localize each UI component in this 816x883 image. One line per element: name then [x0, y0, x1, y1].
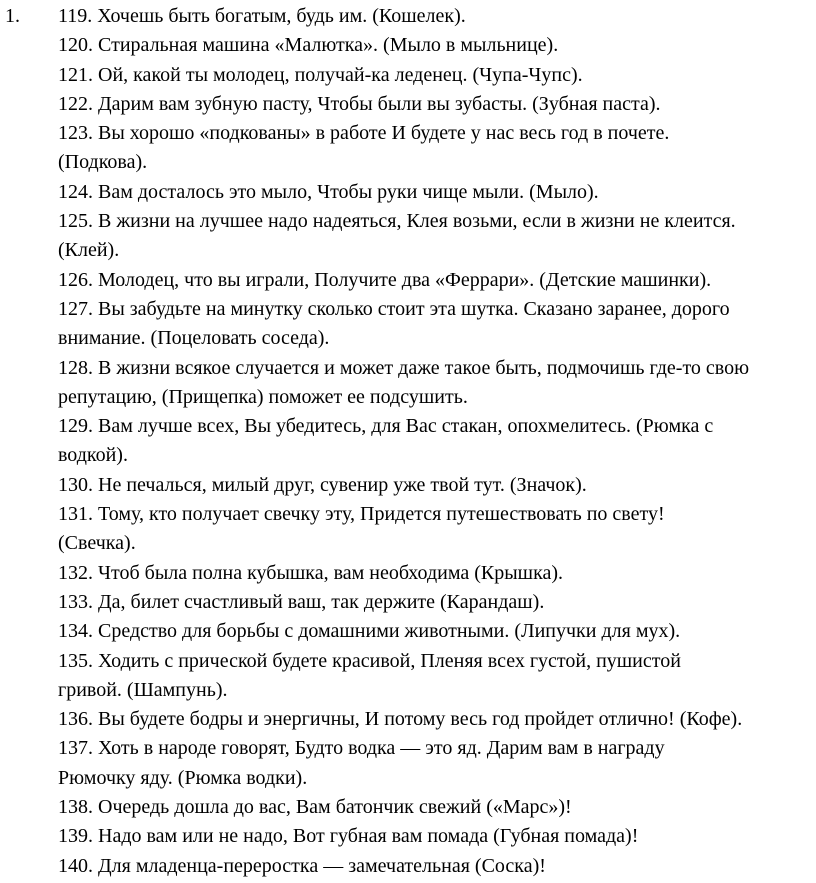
text-block — [58, 2, 816, 881]
text-line: 138. Очередь дошла до вас, Вам батончик свежий («Марс»)! — [58, 796, 572, 819]
text-line: 125. В жизни на лучшее надо надеяться, Клея возьми, если в жизни не клеится. — [58, 210, 736, 233]
text-line: 131. Тому, кто получает свечку эту, Придется путешествовать по свету! — [58, 503, 665, 526]
text-line: 137. Хоть в народе говорят, Будто водка — это яд. Дарим вам в награду — [58, 737, 665, 760]
text-line: водкой). — [58, 444, 128, 467]
text-line: 121. Ой, какой ты молодец, получай-ка леденец. (Чупа-Чупс). — [58, 63, 583, 86]
text-line: 130. Не печалься, милый друг, сувенир уже твой тут. (Значок). — [58, 473, 587, 496]
text-line: 126. Молодец, что вы играли, Получите два «Феррари». (Детские машинки). — [58, 268, 712, 291]
text-line: 124. Вам досталось это мыло, Чтобы руки чище мыли. (Мыло). — [58, 180, 599, 203]
text-line: 128. В жизни всякое случается и может даже такое быть, подмочишь где-то свою — [58, 356, 750, 379]
text-line: (Свечка). — [58, 532, 136, 555]
text-line: гривой. (Шампунь). — [58, 678, 228, 701]
text-line: 120. Стиральная машина «Малютка». (Мыло в мыльнице). — [58, 34, 559, 57]
text-line: 122. Дарим вам зубную пасту, Чтобы были вы зубасты. (Зубная паста). — [58, 92, 661, 115]
text-line: репутацию, (Прищепка) поможет ее подсушить. — [58, 385, 468, 408]
text-line: 132. Чтоб была полна кубышка, вам необходима (Крышка). — [58, 561, 564, 584]
text-line: (Клей). — [58, 239, 120, 262]
text-line: 135. Ходить с прической будете красивой, Пленяя всех густой, пушистой — [58, 649, 681, 672]
text-line: 140. Для младенца-переростка — замечательная (Соска)! — [58, 854, 546, 877]
text-line: 119. Хочешь быть богатым, будь им. (Кошелек). — [58, 5, 466, 27]
text-line: 129. Вам лучше всех, Вы убедитесь, для Вас стакан, опохмелитесь. (Рюмка с — [58, 415, 714, 438]
text-line: 136. Вы будете бодры и энергичны, И потому весь год пройдет отлично! (Кофе). — [58, 708, 743, 731]
text-line: 127. Вы забудьте на минутку сколько стоит эта шутка. Сказано заранее, дорого — [58, 297, 730, 320]
text-line: 133. Да, билет счастливый ваш, так держите (Карандаш). — [58, 590, 545, 613]
text-line: 123. Вы хорошо «подкованы» в работе И будете у нас весь год в почете. — [58, 122, 670, 145]
text-line: Рюмочку яду. (Рюмка водки). — [58, 766, 308, 789]
text-line: внимание. (Поцеловать соседа). — [58, 327, 330, 350]
list-number: 1. — [5, 5, 20, 27]
text-line: 139. Надо вам или не надо, Вот губная вам помада (Губная помада)! — [58, 825, 639, 848]
text-line: (Подкова). — [58, 151, 148, 174]
text-line: 134. Средство для борьбы с домашними животными. (Липучки для мух). — [58, 620, 681, 643]
